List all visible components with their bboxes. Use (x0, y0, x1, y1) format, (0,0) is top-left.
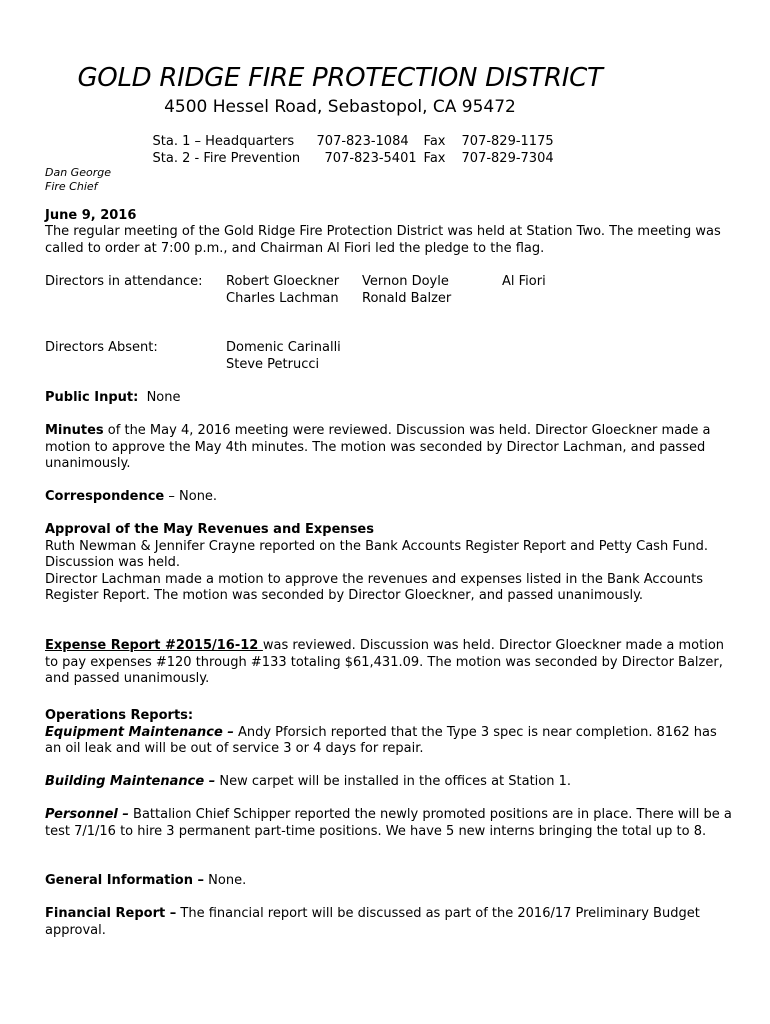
director-name: Domenic Carinalli (226, 340, 341, 355)
correspondence-section (45, 489, 735, 506)
directors-present (45, 274, 735, 308)
section-text: Andy Pforsich reported that the Type 3 spec is near completion. 8162 has an oil leak and will be out of service 3 or 4 days for repair. (45, 724, 717, 757)
section-text: None (146, 390, 181, 405)
public-input (45, 390, 735, 407)
station-fax: 707-829-7304 (461, 151, 554, 166)
chief-name: Dan George (45, 166, 111, 179)
fax-label: Fax (423, 151, 446, 166)
director-name: Charles Lachman (226, 291, 339, 306)
station-phone: 707-823-1084 (316, 134, 409, 149)
station-fax: 707-829-1175 (461, 134, 554, 149)
station-label: Sta. 2 - Fire Prevention (152, 151, 301, 166)
section-heading: Operations Reports: (45, 708, 194, 723)
section-label: Personnel – (45, 807, 129, 822)
general-information (45, 873, 735, 890)
section-text: was reviewed. Discussion was held. Director Gloeckner made a motion to pay expenses #120 through #133 totaling $61,431.09. The motion was seconded by Director Balzer, and passed unanimously. (45, 638, 725, 687)
director-name: Ronald Balzer (362, 291, 452, 306)
station-2-line (136, 135, 554, 183)
section-label: General Information – (45, 873, 205, 888)
section-label: Minutes (45, 423, 104, 438)
section-label: Expense Report #2015/16-12 (45, 638, 263, 653)
meeting-intro: The regular meeting of the Gold Ridge Fire Protection District was held at Station Two. The meeting was called to order at 7:00 p.m., and Chairman Al Fiori led the pledge to the flag. (45, 224, 721, 256)
org-address: 4500 Hessel Road, Sebastopol, CA 95472 (164, 97, 516, 117)
fire-chief-block (45, 166, 111, 194)
present-label: Directors in attendance: (45, 274, 203, 289)
chief-title: Fire Chief (45, 180, 98, 193)
section-text: Battalion Chief Schipper reported the newly promoted positions are in place. There will be a test 7/1/16 to hire 3 permanent part-time positions. We have 5 new interns bringing the total up to 8. (45, 807, 732, 839)
minutes-section (45, 423, 735, 473)
section-text: – None. (164, 489, 218, 504)
approval-section (45, 522, 735, 605)
section-text: Director Lachman made a motion to approve the revenues and expenses listed in the Bank Accounts Register Report. The motion was seconded by Director Gloeckner, and passed unanimously. (45, 571, 703, 604)
org-title: GOLD RIDGE FIRE PROTECTION DISTRICT (77, 63, 603, 93)
financial-report (45, 906, 735, 939)
section-text: None. (204, 873, 247, 888)
directors-absent (45, 340, 735, 374)
section-label: Public Input: (45, 390, 139, 405)
expense-report-section (45, 638, 735, 688)
section-text: Ruth Newman & Jennifer Crayne reported on the Bank Accounts Register Report and Petty Cash Fund. Discussion was held. (45, 538, 708, 571)
station-phone: 707-823-5401 (324, 151, 417, 166)
section-label: Correspondence (45, 489, 165, 504)
director-name: Steve Petrucci (226, 357, 320, 372)
equipment-maintenance (45, 725, 735, 758)
building-maintenance (45, 774, 735, 791)
section-text: The financial report will be discussed as part of the 2016/17 Preliminary Budget approval. (45, 906, 700, 938)
director-name: Robert Gloeckner (226, 274, 340, 289)
fax-label: Fax (423, 134, 446, 149)
section-text: of the May 4, 2016 meeting were reviewed. Discussion was held. Director Gloeckner made a motion to approve the May 4th minutes. The motion was seconded by Director Lachman, and passed unanimously. (45, 423, 711, 472)
director-name: Al Fiori (502, 274, 546, 289)
section-text: New carpet will be installed in the offices at Station 1. (215, 774, 572, 789)
section-label: Building Maintenance – (45, 774, 216, 789)
operations-section (45, 708, 735, 758)
director-name: Vernon Doyle (362, 274, 449, 289)
station-label: Sta. 1 – Headquarters (152, 134, 295, 149)
meeting-date: June 9, 2016 (45, 208, 137, 223)
section-heading: Approval of the May Revenues and Expenses (45, 522, 374, 537)
section-label: Financial Report – (45, 906, 177, 921)
section-label: Equipment Maintenance – (45, 724, 234, 740)
personnel-section (45, 807, 735, 840)
absent-label: Directors Absent: (45, 340, 158, 355)
